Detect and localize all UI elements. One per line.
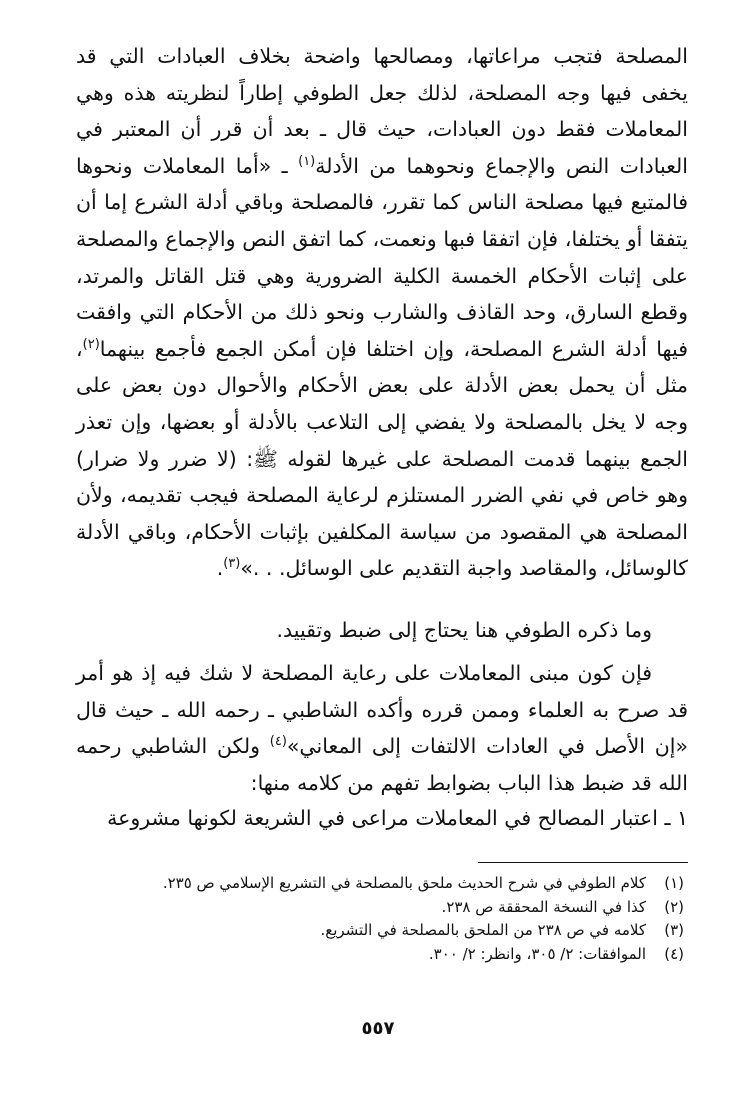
paragraph-tufi-quote [76, 38, 688, 587]
numbered-item [76, 800, 688, 837]
footnote-marker: (٣) [223, 556, 241, 572]
page-number: ٥٥٧ [361, 1018, 395, 1039]
footnote-number: (٣) [664, 921, 684, 939]
footnote-number: (٤) [664, 944, 684, 963]
footnote-divider [478, 862, 688, 863]
paragraph-text: ـ «أما المعاملات ونحوها فالمتبع فيها مصلحة الناس كما تقرر، فالمصلحة وباقي أدلة الشرع إما أن يتفقا أو يختلفا، فإن اتفقا فبها ونعمت، كما اتفق النص والإجماع والمصلحة على إثبات الأحكام الخمسة الكلية الضرورية وهي قتل القاتل والمرتد، وقطع السارق، وحد القاذف والشارب ونحو ذلك من الأحكام التي وافقت فيها أدلة الشرع المصلحة، وإن اختلفا فإن أمكن الجمع فأجمع بينهما [76, 153, 688, 361]
footnote-number: (٢) [664, 897, 684, 916]
footnote-marker: (٤) [269, 734, 287, 750]
footnote-marker: (٢) [82, 336, 100, 352]
paragraph-text: فإن كون مبنى المعاملات على رعاية المصلحة لا شك فيه إذ هو أمر قد صرح به العلماء وممن قرره وأكده الشاطبي ـ رحمه الله ـ حيث قال «إن الأصل في العادات الالتفات إلى المعاني» [76, 661, 688, 759]
footnote [84, 872, 684, 896]
paragraph-text: . [216, 556, 224, 581]
footnote [84, 919, 684, 943]
footnote-text: الموافقات: ٢/ ٣٠٥، وانظر: ٢/ ٣٠٠. [428, 944, 646, 963]
footnote-text: كلام الطوفي في شرح الحديث ملحق بالمصلحة في التشريع الإسلامي ص ٢٣٥. [162, 874, 646, 892]
paragraph-comment [76, 612, 688, 649]
footnote [84, 943, 684, 967]
footnote [84, 896, 684, 920]
paragraph-text: المصلحة فتجب مراعاتها، ومصالحها واضحة بخلاف العبادات التي قد يخفى فيها وجه المصلحة، لذلك جعل الطوفي إطاراً لنظريته هذه وهي المعاملات فقط دون العبادات، حيث قال ـ بعد أن قرر أن المعتبر في العبادات النص والإجماع ونحوهما من الأدلة [76, 44, 688, 178]
paragraph-text: ولكن الشاطبي رحمه الله قد ضبط هذا الباب بضوابط تفهم من كلامه منها: [76, 734, 688, 795]
footnote-text: كلامه في ص ٢٣٨ من الملحق بالمصلحة في التشريع. [320, 921, 646, 939]
footnote-number: (١) [664, 874, 684, 892]
item-text: ١ ـ اعتبار المصالح في المعاملات مراعى في الشريعة لكونها مشروعة [107, 806, 688, 830]
paragraph-text: ، مثل أن يحمل بعض الأدلة على بعض الأحكام والأحوال دون بعض على وجه لا يخل بالمصلحة ولا يفضي إلى التلاعب بالأدلة أو بعضها، وإن تعذر الجمع بينهما قدمت المصلحة على غيرها لقوله ﷺ: (لا ضرر ولا ضرار) وهو خاص في نفي الضرر المستلزم لرعاية المصلحة فيجب تقديمه، ولأن المصلحة هي المقصود من سياسة المكلفين بإثبات الأحكام، وباقي الأدلة كالوسائل، والمقاصد واجبة التقديم على الوسائل. . .» [76, 336, 688, 581]
paragraph-shatibi [76, 655, 688, 801]
footnote-marker: (١) [298, 153, 316, 169]
footnotes-list [84, 872, 684, 966]
paragraph-text: وما ذكره الطوفي هنا يحتاج إلى ضبط وتقييد. [276, 618, 652, 642]
footnote-text: كذا في النسخة المحققة ص ٢٣٨. [441, 897, 646, 916]
